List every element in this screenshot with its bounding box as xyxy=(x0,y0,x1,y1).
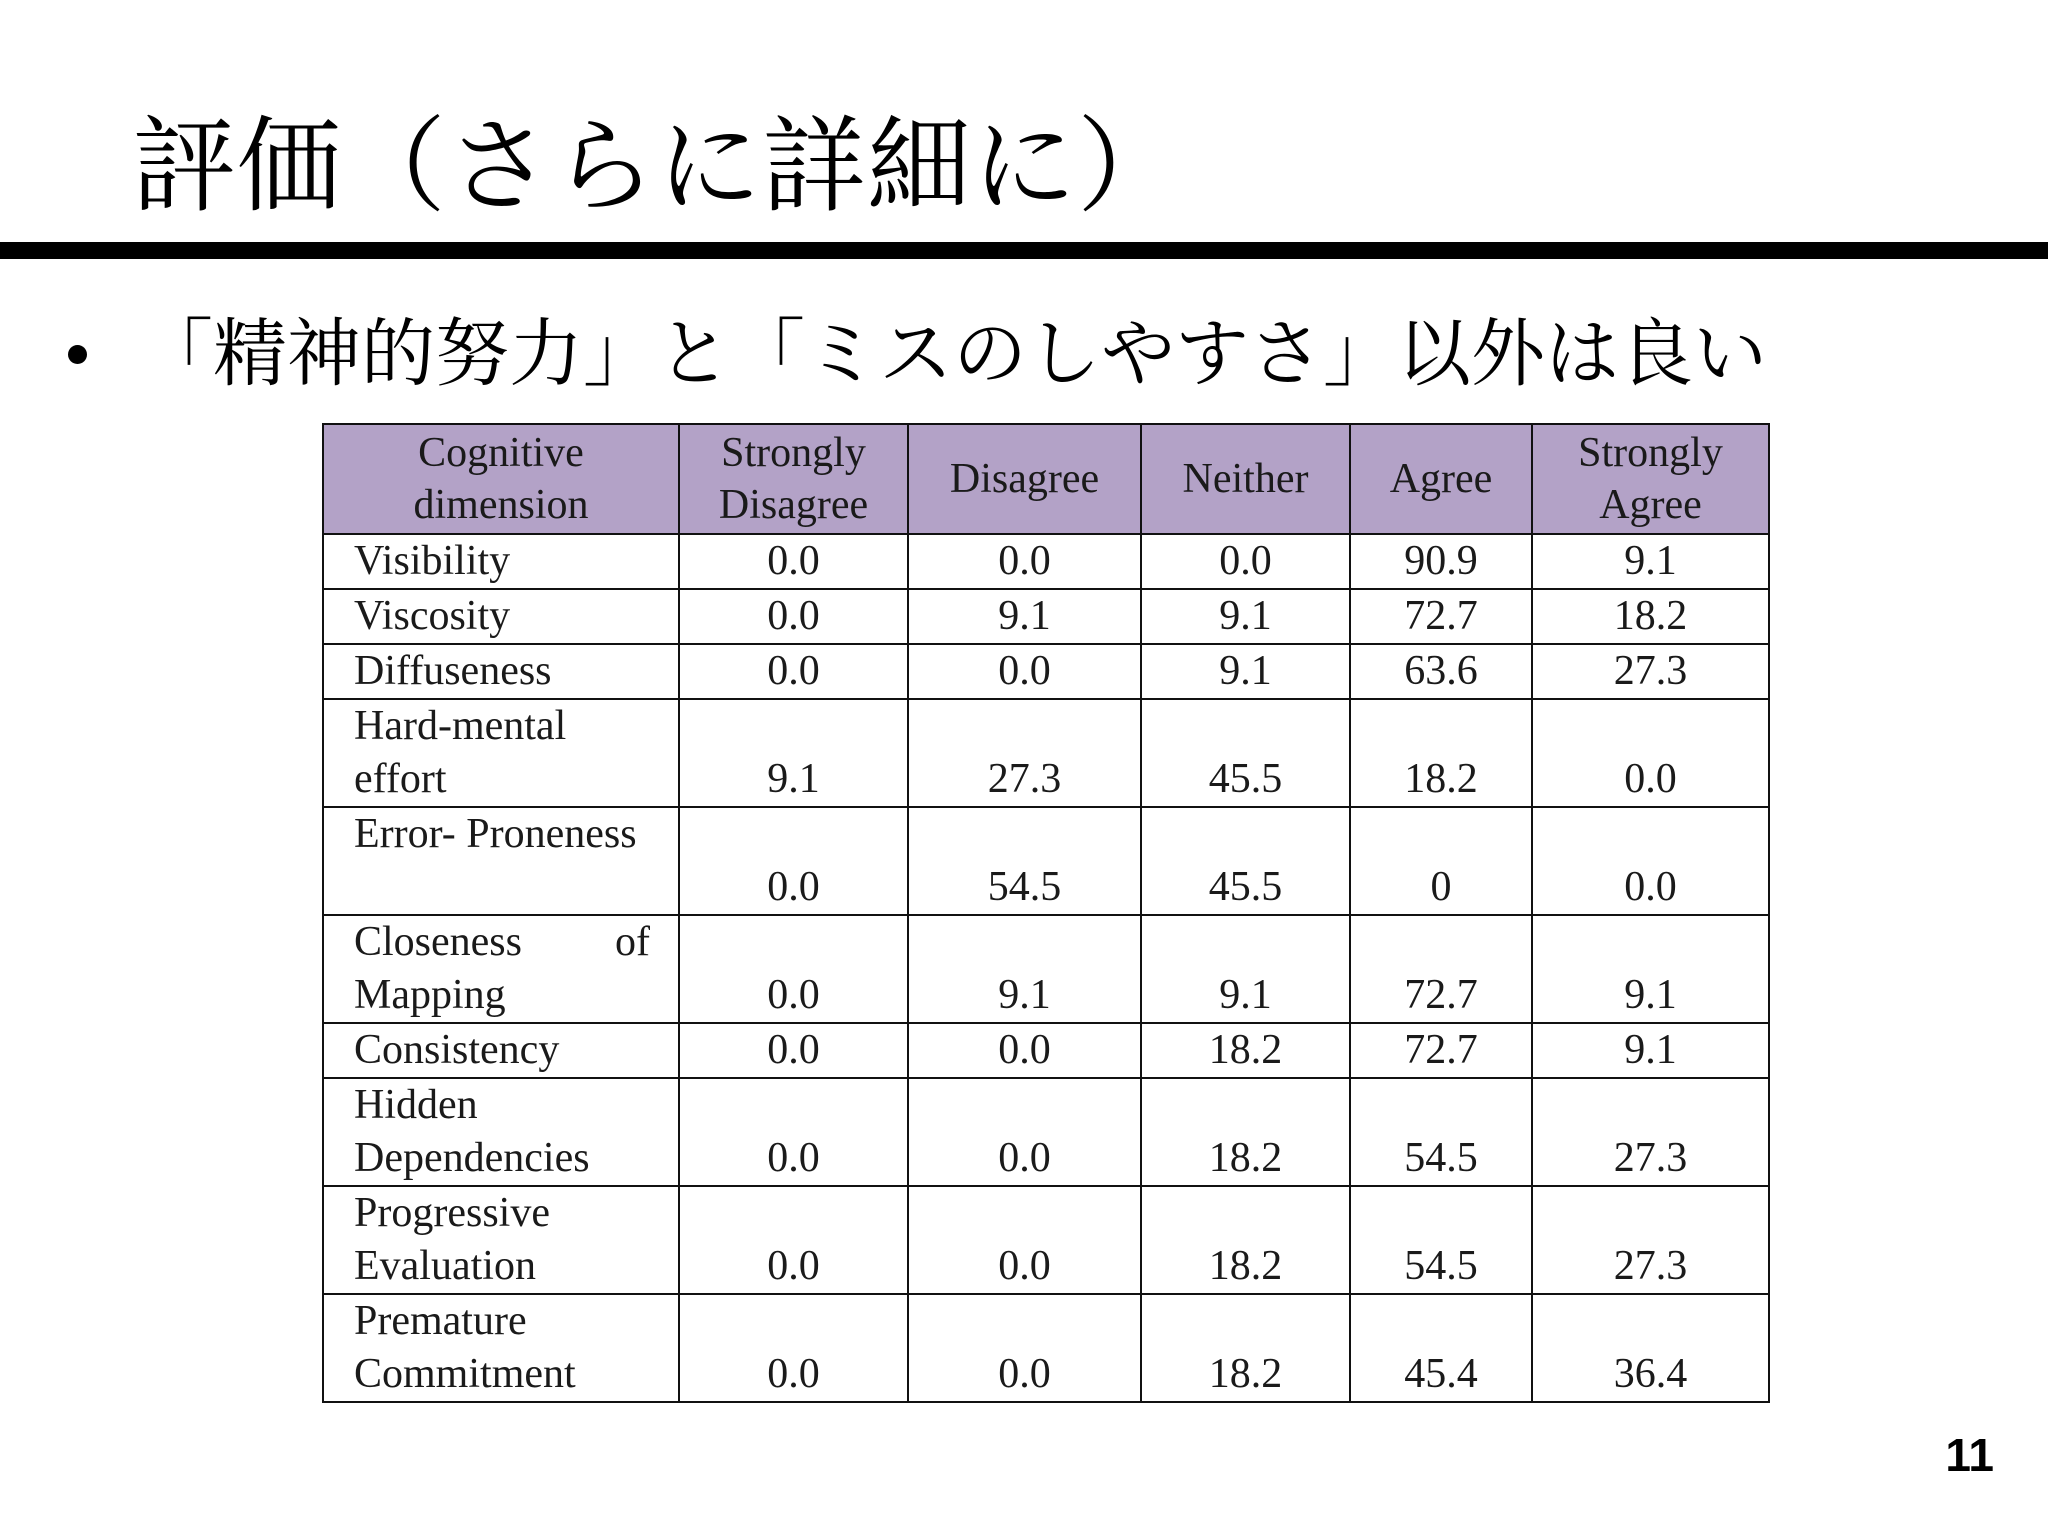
column-header: Neither xyxy=(1141,424,1350,534)
value-cell: 0 xyxy=(1350,807,1532,915)
dimension-cell: Closeness of Mapping xyxy=(323,915,679,1023)
slide-title: 評価（さらに詳細に） xyxy=(132,105,1183,227)
title-divider xyxy=(0,242,2048,259)
value-cell: 0.0 xyxy=(1141,534,1350,589)
value-cell: 36.4 xyxy=(1532,1294,1769,1402)
value-cell: 0.0 xyxy=(679,1023,908,1078)
value-cell: 72.7 xyxy=(1350,589,1532,644)
value-cell: 63.6 xyxy=(1350,644,1532,699)
dimension-cell: Consistency xyxy=(323,1023,679,1078)
value-cell: 54.5 xyxy=(1350,1186,1532,1294)
table-row xyxy=(323,644,1769,699)
value-cell: 0.0 xyxy=(908,1186,1141,1294)
value-cell: 0.0 xyxy=(679,1078,908,1186)
value-cell: 0.0 xyxy=(679,915,908,1023)
dimension-cell: Premature Commitment xyxy=(323,1294,679,1402)
value-cell: 45.5 xyxy=(1141,699,1350,807)
value-cell: 9.1 xyxy=(908,589,1141,644)
value-cell: 0.0 xyxy=(679,1186,908,1294)
value-cell: 27.3 xyxy=(1532,644,1769,699)
value-cell: 9.1 xyxy=(1141,644,1350,699)
dimension-cell: Hard-mental effort xyxy=(323,699,679,807)
value-cell: 0.0 xyxy=(679,807,908,915)
table-row xyxy=(323,699,1769,807)
value-cell: 90.9 xyxy=(1350,534,1532,589)
column-header: Cognitive dimension xyxy=(323,424,679,534)
value-cell: 0.0 xyxy=(908,1294,1141,1402)
value-cell: 27.3 xyxy=(1532,1186,1769,1294)
value-cell: 0.0 xyxy=(1532,699,1769,807)
value-cell: 9.1 xyxy=(908,915,1141,1023)
dimension-cell: Viscosity xyxy=(323,589,679,644)
dimension-cell: Error- Proneness xyxy=(323,807,679,915)
dimension-cell: Diffuseness xyxy=(323,644,679,699)
value-cell: 9.1 xyxy=(1532,1023,1769,1078)
table-row xyxy=(323,1186,1769,1294)
table-row xyxy=(323,1294,1769,1402)
value-cell: 45.4 xyxy=(1350,1294,1532,1402)
value-cell: 54.5 xyxy=(1350,1078,1532,1186)
value-cell: 9.1 xyxy=(1532,915,1769,1023)
dimension-cell: Hidden Dependencies xyxy=(323,1078,679,1186)
table-row xyxy=(323,589,1769,644)
value-cell: 72.7 xyxy=(1350,915,1532,1023)
bullet-icon xyxy=(68,345,87,364)
value-cell: 45.5 xyxy=(1141,807,1350,915)
table-row xyxy=(323,1078,1769,1186)
value-cell: 9.1 xyxy=(1141,915,1350,1023)
value-cell: 18.2 xyxy=(1141,1294,1350,1402)
value-cell: 9.1 xyxy=(679,699,908,807)
value-cell: 54.5 xyxy=(908,807,1141,915)
table-header-row xyxy=(323,424,1769,534)
dimension-cell: Progressive Evaluation xyxy=(323,1186,679,1294)
value-cell: 18.2 xyxy=(1141,1078,1350,1186)
value-cell: 72.7 xyxy=(1350,1023,1532,1078)
page-number: 11 xyxy=(1945,1429,1994,1481)
value-cell: 0.0 xyxy=(908,644,1141,699)
bullet-text: 「精神的努力」と「ミスのしやすさ」以外は良い xyxy=(139,311,1767,397)
bullet-item xyxy=(68,304,1767,404)
value-cell: 0.0 xyxy=(679,534,908,589)
dimension-cell: Visibility xyxy=(323,534,679,589)
value-cell: 27.3 xyxy=(908,699,1141,807)
value-cell: 0.0 xyxy=(908,1023,1141,1078)
column-header: Agree xyxy=(1350,424,1532,534)
table-row xyxy=(323,1023,1769,1078)
column-header: Strongly Disagree xyxy=(679,424,908,534)
value-cell: 0.0 xyxy=(679,1294,908,1402)
value-cell: 0.0 xyxy=(679,644,908,699)
value-cell: 18.2 xyxy=(1141,1023,1350,1078)
survey-results-table xyxy=(322,423,1770,1403)
value-cell: 18.2 xyxy=(1532,589,1769,644)
value-cell: 0.0 xyxy=(679,589,908,644)
column-header: Disagree xyxy=(908,424,1141,534)
column-header: Strongly Agree xyxy=(1532,424,1769,534)
table-row xyxy=(323,807,1769,915)
value-cell: 27.3 xyxy=(1532,1078,1769,1186)
value-cell: 0.0 xyxy=(908,534,1141,589)
value-cell: 18.2 xyxy=(1141,1186,1350,1294)
value-cell: 0.0 xyxy=(908,1078,1141,1186)
value-cell: 18.2 xyxy=(1350,699,1532,807)
table-row xyxy=(323,534,1769,589)
table-row xyxy=(323,915,1769,1023)
value-cell: 0.0 xyxy=(1532,807,1769,915)
value-cell: 9.1 xyxy=(1141,589,1350,644)
value-cell: 9.1 xyxy=(1532,534,1769,589)
